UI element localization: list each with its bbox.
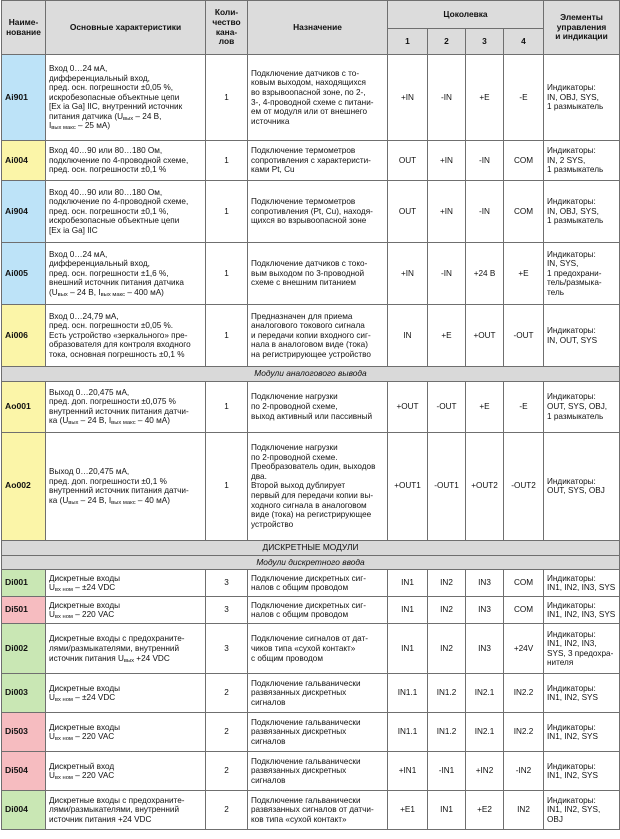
pin-1-value: IN1.1: [388, 713, 428, 752]
table-row: [2, 791, 620, 830]
pin-4-value: -IN2: [504, 752, 544, 791]
module-channels: 2: [206, 791, 248, 830]
pin-1-value: OUT: [388, 181, 428, 243]
pin-2-value: -IN: [428, 55, 466, 141]
pin-4-value: -E: [504, 55, 544, 141]
module-indicators: Индикаторы: IN1, IN2, IN3, SYS: [544, 570, 620, 597]
pin-4-value: IN2.2: [504, 713, 544, 752]
module-channels: 1: [206, 432, 248, 540]
module-specs: Дискретные входы с предохраните- лями/размыкателями, внутренний источник питания $U_{вых} +24$ VDC: [46, 624, 206, 674]
pin-4-value: -OUT2: [504, 432, 544, 540]
pin-3-value: -IN: [466, 181, 504, 243]
table-row: [2, 432, 620, 540]
module-code: Ao002: [2, 432, 46, 540]
module-indicators: Индикаторы: IN1, IN2, SYS: [544, 713, 620, 752]
table-row: [2, 381, 620, 432]
module-code: Ai904: [2, 181, 46, 243]
table-row: [2, 713, 620, 752]
module-channels: 1: [206, 381, 248, 432]
module-purpose: Подключение термометров сопротивления (Pt, Cu), находя- щихся во взрывоопасной зоне: [248, 181, 388, 243]
module-indicators: Индикаторы: IN, SYS, 1 предохрани- тель/размыка- тель: [544, 243, 620, 305]
pin-4-value: +E: [504, 243, 544, 305]
module-specs: Дискретные входы с предохраните- лями/размыкателями, внутренний источник питания +24 VDC: [46, 791, 206, 830]
pin-2-value: IN1: [428, 791, 466, 830]
module-indicators: Индикаторы: IN1, IN2, SYS: [544, 752, 620, 791]
pin-1-value: +E1: [388, 791, 428, 830]
header-pinout: Цоколевка: [388, 1, 544, 29]
table-row: [2, 752, 620, 791]
module-specs: Выход 0…20,475 мА, пред. доп. погрешности ±0,1 % внутренний источник питания датчи- ка ($U_{вых} - 24$ В, $I_{вых макс} - 40$ мА): [46, 432, 206, 540]
pin-3-value: IN2.1: [466, 674, 504, 713]
table-row: [2, 624, 620, 674]
pin-4-value: COM: [504, 570, 544, 597]
pin-2-value: -IN1: [428, 752, 466, 791]
pin-3-value: +E2: [466, 791, 504, 830]
section-title: Модули дискретного ввода: [2, 555, 620, 570]
module-channels: 2: [206, 752, 248, 791]
section-row-discrete: [2, 540, 620, 555]
module-code: Di001: [2, 570, 46, 597]
pin-1-value: +OUT1: [388, 432, 428, 540]
module-code: Di501: [2, 597, 46, 624]
module-specs: Вход 40…90 или 80…180 Ом, подключение по 4-проводной схеме, пред. осн. погрешности ±0,1 %, искробезопасные объектные цепи [Ex ia Ga] IIC: [46, 181, 206, 243]
module-code: Di504: [2, 752, 46, 791]
pin-2-value: IN2: [428, 570, 466, 597]
module-specs: Выход 0…20,475 мА, пред. доп. погрешности ±0,075 % внутренний источник питания датчи- ка ($U_{вых} - 24$ В, $I_{вых макс} - 40$ мА): [46, 381, 206, 432]
section-row-discrete-input: [2, 555, 620, 570]
module-indicators: Индикаторы: IN1, IN2, IN3, SYS, 3 предохра- нителя: [544, 624, 620, 674]
module-code: Ai004: [2, 141, 46, 181]
pin-1-value: IN1.1: [388, 674, 428, 713]
module-specs: Вход 0…24,79 мА, пред. осн. погрешности ±0,05 %. Есть устройство «зеркального» пре- образователя для контроля входного тока, основная погрешность ±0,1 %: [46, 305, 206, 367]
module-specs: Вход 0…24 мА, дифференциальный вход, пред. осн. погрешности ±1,6 %, внешний источник питания датчика ($U_{вых} - 24$ В, $I_{вых макс} - 400$ мА): [46, 243, 206, 305]
table-row: [2, 141, 620, 181]
module-channels: 3: [206, 624, 248, 674]
module-code: Di004: [2, 791, 46, 830]
module-code: Di002: [2, 624, 46, 674]
module-spec-table: [1, 0, 620, 830]
pin-3-value: -IN: [466, 141, 504, 181]
pin-4-value: IN2: [504, 791, 544, 830]
module-purpose: Подключение датчиков с то- ковым выходом, находящихся во взрывоопасной зоне, по 2-, 3-, 4-проводной схеме с питани- ем от модуля или от внешнего источника: [248, 55, 388, 141]
header-pin-2: 2: [428, 29, 466, 55]
pin-2-value: +IN: [428, 181, 466, 243]
pin-3-value: IN3: [466, 624, 504, 674]
module-purpose: Подключение датчиков с токо- вым выходом по 3-проводной схеме с внешним питанием: [248, 243, 388, 305]
module-purpose: Подключение нагрузки по 2-проводной схеме. Преобразователь один, выходов два. Второй выход дублирует первый для передачи копии вы- ходного сигнала в аналоговом виде (тока) на регистрирующее устройство: [248, 432, 388, 540]
table-row: [2, 305, 620, 367]
pin-3-value: +OUT: [466, 305, 504, 367]
module-specs: Вход 40…90 или 80…180 Ом, подключение по 4-проводной схеме, пред. осн. погрешности ±0,1 %: [46, 141, 206, 181]
module-specs: Вход 0…24 мА, дифференциальный вход, пред. осн. погрешности ±0,05 %, искробезопасные объектные цепи [Ex ia Ga] IIC, внутренний источник питания датчика ($U_{вых} - 24$ В, $I_{вых макс} - 25$ мА): [46, 55, 206, 141]
pin-1-value: +OUT: [388, 381, 428, 432]
table-row: [2, 570, 620, 597]
pin-3-value: IN3: [466, 597, 504, 624]
pin-3-value: +IN2: [466, 752, 504, 791]
pin-1-value: +IN: [388, 55, 428, 141]
pin-2-value: IN2: [428, 597, 466, 624]
module-channels: 2: [206, 713, 248, 752]
pin-4-value: COM: [504, 181, 544, 243]
pin-2-value: -OUT: [428, 381, 466, 432]
pin-1-value: +IN: [388, 243, 428, 305]
pin-2-value: -IN: [428, 243, 466, 305]
module-specs: Дискретные входы $U_{вх ном} - 220$ VAC: [46, 597, 206, 624]
pin-1-value: IN: [388, 305, 428, 367]
header-channels: Коли- чество кана- лов: [206, 1, 248, 55]
pin-3-value: IN2.1: [466, 713, 504, 752]
table-row: [2, 243, 620, 305]
table-body: [2, 55, 620, 830]
module-code: Ao001: [2, 381, 46, 432]
module-channels: 2: [206, 674, 248, 713]
module-purpose: Подключение нагрузки по 2-проводной схеме, выход активный или пассивный: [248, 381, 388, 432]
module-specs: Дискретный вход $U_{вх ном} - 220$ VAC: [46, 752, 206, 791]
module-channels: 1: [206, 243, 248, 305]
module-indicators: Индикаторы: IN, OBJ, SYS, 1 размыкатель: [544, 55, 620, 141]
module-purpose: Подключение гальванически развязанных дискретных сигналов: [248, 713, 388, 752]
pin-2-value: IN1.2: [428, 713, 466, 752]
module-indicators: Индикаторы: OUT, SYS, OBJ: [544, 432, 620, 540]
pin-2-value: -OUT1: [428, 432, 466, 540]
module-channels: 3: [206, 597, 248, 624]
pin-4-value: -OUT: [504, 305, 544, 367]
header-name: Наиме- нование: [2, 1, 46, 55]
module-indicators: Индикаторы: IN1, IN2, SYS, OBJ: [544, 791, 620, 830]
module-channels: 1: [206, 141, 248, 181]
section-title: Модули аналогового вывода: [2, 367, 620, 382]
table-row: [2, 55, 620, 141]
module-purpose: Подключение термометров сопротивления с характеристи- ками Pt, Cu: [248, 141, 388, 181]
module-indicators: Индикаторы: IN, OBJ, SYS, 1 размыкатель: [544, 181, 620, 243]
module-indicators: Индикаторы: IN1, IN2, IN3, SYS: [544, 597, 620, 624]
header-purpose: Назначение: [248, 1, 388, 55]
pin-2-value: IN1.2: [428, 674, 466, 713]
pin-1-value: IN1: [388, 570, 428, 597]
module-code: Ai901: [2, 55, 46, 141]
module-code: Di003: [2, 674, 46, 713]
module-purpose: Подключение гальванически развязанных дискретных сигналов: [248, 752, 388, 791]
module-specs: Дискретные входы $U_{вх ном} - \pm 24$ VDC: [46, 570, 206, 597]
module-specs: Дискретные входы $U_{вх ном} - \pm 24$ VDC: [46, 674, 206, 713]
pin-4-value: +24V: [504, 624, 544, 674]
pin-4-value: COM: [504, 597, 544, 624]
pin-4-value: COM: [504, 141, 544, 181]
module-purpose: Подключение гальванически развязанных дискретных сигналов: [248, 674, 388, 713]
module-purpose: Предназначен для приема аналогового токового сигнала и передачи копии входного сиг- нала в аналоговом виде (тока) на регистрирующее устройство: [248, 305, 388, 367]
module-code: Di503: [2, 713, 46, 752]
module-indicators: Индикаторы: IN, OUT, SYS: [544, 305, 620, 367]
header-specs: Основные характеристики: [46, 1, 206, 55]
table-row: [2, 674, 620, 713]
pin-1-value: IN1: [388, 597, 428, 624]
pin-1-value: IN1: [388, 624, 428, 674]
module-specs: Дискретные входы $U_{вх ном} - 220$ VAC: [46, 713, 206, 752]
pin-3-value: +OUT2: [466, 432, 504, 540]
module-indicators: Индикаторы: IN1, IN2, SYS: [544, 674, 620, 713]
module-indicators: Индикаторы: OUT, SYS, OBJ, 1 размыкатель: [544, 381, 620, 432]
header-pin-1: 1: [388, 29, 428, 55]
module-channels: 1: [206, 55, 248, 141]
module-code: Ai005: [2, 243, 46, 305]
module-indicators: Индикаторы: IN, 2 SYS, 1 размыкатель: [544, 141, 620, 181]
pin-1-value: +IN1: [388, 752, 428, 791]
header-pin-4: 4: [504, 29, 544, 55]
pin-2-value: IN2: [428, 624, 466, 674]
module-channels: 3: [206, 570, 248, 597]
pin-2-value: +IN: [428, 141, 466, 181]
pin-3-value: IN3: [466, 570, 504, 597]
table-row: [2, 181, 620, 243]
pin-1-value: OUT: [388, 141, 428, 181]
pin-4-value: -E: [504, 381, 544, 432]
pin-3-value: +24 В: [466, 243, 504, 305]
module-purpose: Подключение дискретных сиг- налов с общим проводом: [248, 597, 388, 624]
header-indicators: Элементы управления и индикации: [544, 1, 620, 55]
pin-3-value: +E: [466, 55, 504, 141]
module-purpose: Подключение дискретных сиг- налов с общим проводом: [248, 570, 388, 597]
section-title: ДИСКРЕТНЫЕ МОДУЛИ: [2, 540, 620, 555]
section-row-analog-output: [2, 367, 620, 382]
module-purpose: Подключение сигналов от дат- чиков типа «сухой контакт» с общим проводом: [248, 624, 388, 674]
table-row: [2, 597, 620, 624]
header-pin-3: 3: [466, 29, 504, 55]
module-purpose: Подключение гальванически развязанных сигналов от датчи- ков типа «сухой контакт»: [248, 791, 388, 830]
pin-2-value: +E: [428, 305, 466, 367]
pin-4-value: IN2.2: [504, 674, 544, 713]
module-channels: 1: [206, 305, 248, 367]
module-channels: 1: [206, 181, 248, 243]
pin-3-value: +E: [466, 381, 504, 432]
table-header: [2, 1, 620, 55]
module-code: Ai006: [2, 305, 46, 367]
